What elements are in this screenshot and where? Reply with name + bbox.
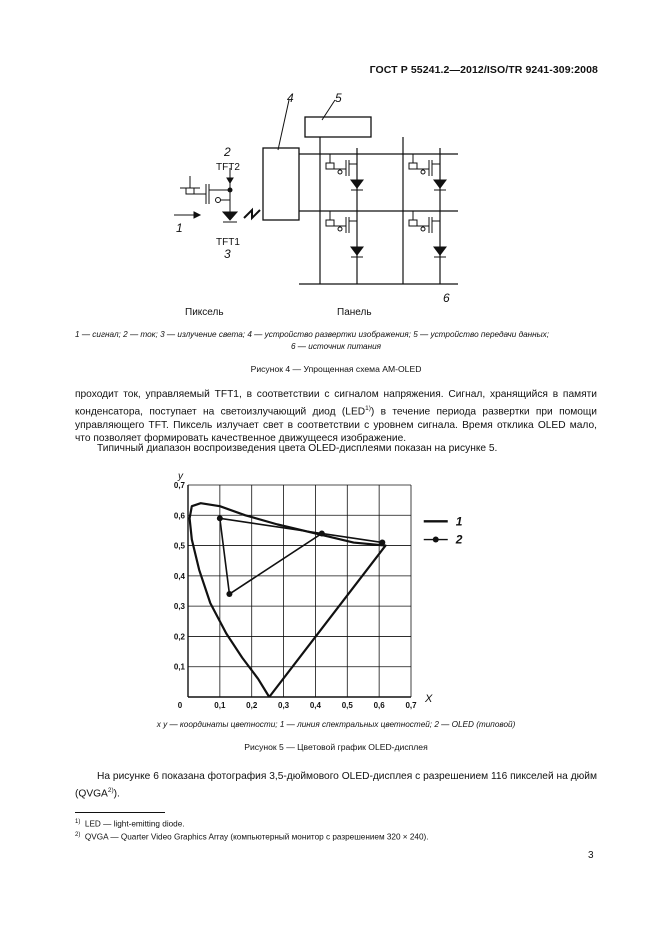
label-5: 5: [335, 91, 342, 105]
label-tft1: TFT1: [216, 237, 240, 248]
pixel-caption: Пиксель: [185, 307, 224, 318]
document-header: ГОСТ Р 55241.2—2012/ISO/TR 9241-309:2008: [369, 64, 598, 76]
y-tick-label: 0,6: [173, 511, 185, 521]
legend-label-1: 1: [455, 514, 463, 529]
panel-caption: Панель: [337, 307, 372, 318]
y-tick-label: 0,1: [173, 662, 185, 672]
footnote-divider: [75, 812, 165, 813]
x-tick-label: 0,3: [278, 701, 290, 710]
x-tick-label: 0,2: [246, 701, 258, 710]
figure4-legend-line2: 6 — источник питания: [290, 342, 382, 351]
figure4-schematic: [160, 88, 470, 306]
paragraph-3: На рисунке 6 показана фотография 3,5-дюймового OLED-дисплея с разрешением 116 пикселей на дюйм (QVGA$^{2)}$).: [75, 771, 597, 799]
label-3: 3: [224, 247, 231, 261]
label-4: 4: [287, 91, 294, 105]
label-1: 1: [176, 221, 183, 235]
y-tick-label: 0,4: [173, 571, 185, 581]
footnote-2: $^{2)}$ QVGA — Quarter Video Graphics Array (компьютерный монитор с разрешением 320 × 240).: [75, 832, 429, 842]
data-point-oled: [379, 540, 385, 546]
x-tick-label: 0,1: [214, 701, 226, 710]
legend-label-2: 2: [455, 532, 463, 547]
data-point-oled: [226, 591, 232, 597]
x-tick-label: 0,4: [309, 701, 321, 710]
y-tick-label: 0,2: [173, 632, 185, 642]
series-spectral-locus: [190, 503, 386, 697]
figure5-legend: x y — координаты цветности; 1 — линия спектральных цветностей; 2 — OLED (типовой): [156, 720, 516, 729]
x-tick-label: 0,5: [341, 701, 353, 710]
label-6: 6: [443, 291, 450, 305]
data-point-oled: [217, 515, 223, 521]
legend-marker-2: [433, 537, 439, 543]
label-2: 2: [224, 145, 231, 159]
figure4-legend-line1: 1 — сигнал; 2 — ток; 3 — излучение света; 4 — устройство развертки изображения; 5 — устройство передачи данных;: [75, 330, 550, 339]
y-tick-label: 0,3: [173, 602, 185, 612]
figure4-title: Рисунок 4 — Упрощенная схема AM-OLED: [250, 364, 422, 374]
data-point-oled: [319, 530, 325, 536]
y-axis-label: y: [178, 471, 183, 482]
x-tick-label: 0,7: [405, 701, 417, 710]
footnote-1: $^{1)}$ LED — light-emitting diode.: [75, 819, 185, 829]
x-tick-label: 0: [177, 701, 183, 710]
figure5-chart: [160, 468, 480, 718]
label-tft2: TFT2: [216, 162, 240, 173]
y-tick-label: 0,7: [173, 481, 185, 490]
x-tick-label: 0,6: [373, 701, 385, 710]
paragraph-1: проходит ток, управляемый TFT1, в соответствии с сигналом напряжения. Сигнал, хранящийся в памяти конденсатора, поступает на светоизлучающий диод (LED$^{1)}$) в течение периода развертки при помощи управляющего TFT. Пиксель излучает свет в соответствии с уровнем сигнала. Время отклика OLED мало, что позволяет формировать качественное движущееся изображение.: [75, 389, 597, 445]
page-number: 3: [588, 850, 594, 861]
paragraph-2: Типичный диапазон воспроизведения цвета OLED-дисплеями показан на рисунке 5.: [97, 443, 498, 454]
y-tick-label: 0,5: [173, 541, 185, 551]
x-axis-label: X: [425, 693, 433, 705]
figure5-title: Рисунок 5 — Цветовой график OLED-дисплея: [244, 742, 428, 752]
